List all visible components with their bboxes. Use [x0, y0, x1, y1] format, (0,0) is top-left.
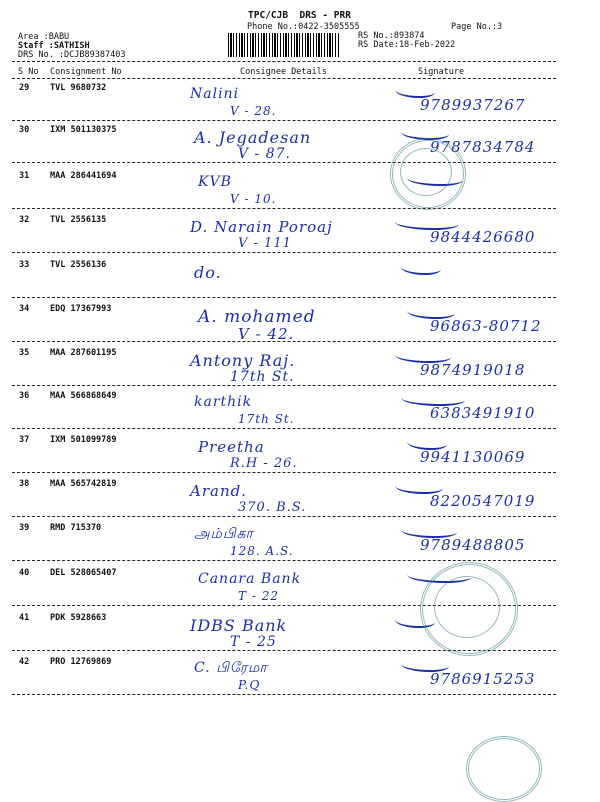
consignee-detail: T - 22: [238, 589, 279, 603]
row-consignment-number: IXM 501099789: [50, 435, 117, 445]
consignee-detail: V - 10.: [230, 192, 277, 206]
drs-number: DRS No. :DCJB89387403: [18, 50, 126, 60]
consignee-name: KVB: [198, 174, 232, 190]
row-serial-number: 37: [19, 435, 30, 445]
bank-seal-stamp: [466, 736, 542, 802]
row-divider: [12, 516, 556, 517]
row-consignment-number: TVL 2556135: [50, 215, 107, 225]
row-divider: [12, 252, 556, 253]
row-divider: [12, 560, 556, 561]
consignee-detail: T - 25: [230, 634, 277, 650]
signature-scribble: [401, 392, 465, 406]
consignee-detail: V - 111: [238, 236, 292, 251]
consignee-detail: V - 28.: [230, 104, 277, 118]
consignee-name: do.: [194, 263, 222, 282]
consignee-name: Nalini: [190, 86, 240, 102]
signature-scribble: [407, 436, 447, 450]
row-divider: [12, 385, 556, 386]
bank-seal-stamp-inner: [434, 576, 500, 638]
signature-phone: 9789937267: [420, 96, 526, 114]
consignee-detail: R.H - 26.: [230, 456, 298, 471]
signature-scribble: [395, 480, 443, 494]
col-sno: S No: [18, 67, 39, 77]
row-divider: [12, 162, 556, 163]
consignee-name: A. mohamed: [198, 307, 316, 327]
consignee-name: Canara Bank: [198, 571, 302, 587]
divider: [12, 61, 556, 62]
row-divider: [12, 428, 556, 429]
row-consignment-number: PRO 12769869: [50, 657, 112, 667]
consignee-name: A. Jegadesan: [194, 128, 312, 147]
signature-scribble: [395, 349, 451, 363]
row-consignment-number: EDQ 17367993: [50, 304, 112, 314]
row-divider: [12, 297, 556, 298]
staff-label: Staff :SATHISH: [18, 41, 90, 51]
consignee-detail: V - 42.: [238, 325, 295, 343]
consignee-detail: 370. B.S.: [238, 500, 307, 515]
row-serial-number: 40: [19, 568, 30, 578]
row-serial-number: 36: [19, 391, 30, 401]
area-label: Area :BABU: [18, 32, 70, 42]
signature-phone: 9789488805: [420, 536, 526, 554]
consignee-detail: P.Q: [238, 678, 261, 692]
signature-scribble: [407, 305, 455, 319]
row-divider: [12, 341, 556, 342]
document-title: TPC/CJB DRS - PRR: [248, 10, 351, 21]
col-consignee: Consignee Details: [240, 67, 327, 77]
row-serial-number: 41: [19, 613, 30, 623]
signature-phone: 96863-80712: [430, 317, 542, 335]
row-serial-number: 32: [19, 215, 30, 225]
seal-stamp-inner: [400, 148, 452, 196]
consignee-name: karthik: [194, 394, 253, 410]
row-divider: [12, 120, 556, 121]
row-serial-number: 29: [19, 83, 30, 93]
signature-phone: 9787834784: [430, 138, 536, 156]
consignee-name: IDBS Bank: [190, 616, 288, 635]
consignee-name: அம்பிகா: [194, 526, 254, 542]
signature-phone: 9844426680: [430, 228, 536, 246]
consignee-detail: 17th St.: [230, 369, 295, 385]
divider: [12, 78, 556, 79]
rs-number: RS No.:893874: [358, 31, 425, 41]
consignee-name: D. Narain Poroaj: [190, 218, 333, 236]
signature-phone: 8220547019: [430, 492, 536, 510]
signature-scribble: [395, 216, 459, 230]
consignee-detail: V - 87.: [238, 146, 292, 162]
row-consignment-number: TVL 9680732: [50, 83, 107, 93]
signature-phone: 9941130069: [420, 448, 526, 466]
row-serial-number: 39: [19, 523, 30, 533]
row-divider: [12, 472, 556, 473]
row-consignment-number: MAA 286441694: [50, 171, 117, 181]
row-consignment-number: TVL 2556136: [50, 260, 107, 270]
row-serial-number: 35: [19, 348, 30, 358]
rs-date: RS Date:18-Feb-2022: [358, 40, 456, 50]
row-serial-number: 38: [19, 479, 30, 489]
consignee-name: Preetha: [198, 438, 265, 456]
row-consignment-number: MAA 565742819: [50, 479, 117, 489]
row-serial-number: 34: [19, 304, 30, 314]
signature-phone: 6383491910: [430, 404, 536, 422]
signature-scribble: [395, 84, 435, 98]
signature-scribble: [401, 524, 457, 538]
barcode: [228, 33, 340, 57]
consignee-name: Arand.: [190, 482, 247, 500]
signature-phone: 9874919018: [420, 361, 526, 379]
row-consignment-number: PDK 5928663: [50, 613, 107, 623]
consignee-detail: 128. A.S.: [230, 544, 294, 558]
consignee-name: Antony Raj.: [190, 351, 296, 370]
consignee-detail: 17th St.: [238, 412, 295, 426]
phone-number: Phone No.:0422-3505555: [247, 22, 360, 32]
row-serial-number: 42: [19, 657, 30, 667]
col-consignment: Consignment No: [50, 67, 122, 77]
row-consignment-number: IXM 501130375: [50, 125, 117, 135]
row-consignment-number: DEL 528065407: [50, 568, 117, 578]
signature-scribble: [401, 658, 449, 672]
row-serial-number: 33: [19, 260, 30, 270]
row-consignment-number: MAA 287601195: [50, 348, 117, 358]
signature-phone: 9786915253: [430, 670, 536, 688]
page-number: Page No.:3: [451, 22, 503, 32]
col-signature: Signature: [418, 67, 465, 77]
row-consignment-number: MAA 566868649: [50, 391, 117, 401]
row-divider: [12, 208, 556, 209]
row-divider: [12, 694, 556, 695]
row-consignment-number: RMD 715370: [50, 523, 102, 533]
signature-scribble: [401, 261, 441, 275]
row-serial-number: 31: [19, 171, 30, 181]
row-serial-number: 30: [19, 125, 30, 135]
consignee-name: C. பிரேமா: [194, 660, 268, 676]
